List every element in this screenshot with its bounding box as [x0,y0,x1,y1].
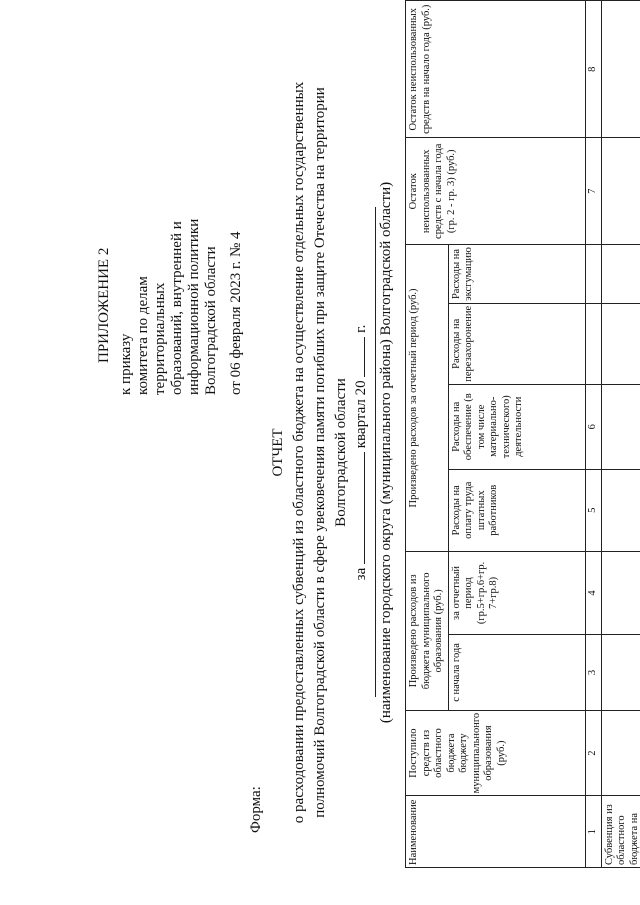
column-number: 8 [585,1,601,138]
header-since-year-start: с начала года [448,635,585,711]
header-support: Расходы на обеспечение (в том числе материально-технического) деятельности [448,384,585,469]
table-cell [601,303,640,384]
table-cell [601,245,640,304]
report-period-line [352,0,370,905]
report-title-line-1: о расходовании предоставленных субвенций из областного бюджета на осуществление отдельных государственных [291,81,307,824]
column-number: 5 [585,469,601,551]
header-wages: Расходы на оплату труда штатных работников [448,469,585,551]
region-underline [375,207,376,697]
table-cell [601,635,640,711]
order-line: информационной политики [186,218,202,395]
report-title-line-3: Волгоградской области [333,378,349,527]
header-reporting-group: Произведено расходов за отчетный период (руб.) [406,245,449,552]
table-header-row [406,1,449,868]
report-table [405,0,640,868]
order-line: к приказу [118,333,134,395]
header-for-period: за отчетный период (гр.5+гр.6+гр. 7+гр.8) [448,551,585,634]
report-title-line-2: полномочий Волгоградской области в сфере увековечения памяти погибших при защите Отечества на территории [312,87,328,818]
column-number: 1 [585,796,601,868]
report-heading: ОТЧЕТ [270,428,286,477]
table-cell [601,138,640,245]
region-caption: (наименование городского округа (муниципального района) Волгоградской области) [378,181,394,724]
table-cell [601,710,640,796]
table-cell [601,384,640,469]
order-reference-block [118,155,220,395]
row-name: Субвенция из областного бюджета на [601,796,640,868]
header-exhumation: Расходы на эксгумацию [448,245,585,304]
column-number: 6 [585,384,601,469]
header-reburial: Расходы на перезахоронение [448,303,585,384]
column-number: 4 [585,551,601,634]
table-cell [601,1,640,138]
appendix-title: ПРИЛОЖЕНИЕ 2 [96,247,112,363]
table-row [601,1,640,868]
year-blank [352,337,365,377]
quarter-blank [352,452,365,564]
column-number: 3 [585,635,601,711]
order-line: комитета по делам [135,276,151,395]
header-received: Поступило средств из областного бюджета бюджету муниципальнонго образования (руб.) [406,710,586,796]
form-label: Форма: [248,786,264,833]
order-date: от 06 февраля 2023 г. № 4 [228,231,244,395]
column-number [585,303,601,384]
order-line: образований, внутренней и [169,221,185,395]
header-remainder: Остаток неиспользованных средств с начала года (гр. 2 - гр. 3) (руб.) [406,138,586,245]
table-cell [601,551,640,634]
period-quarter-label: квартал 20 [353,380,369,449]
column-number-row [585,1,601,868]
header-name: Наименование [406,796,586,868]
period-suffix: г. [353,324,369,333]
header-unused-start: Остаток неиспользованных средств на начало года (руб.) [406,1,586,138]
order-line: Волгоградской области [203,246,219,395]
header-spent-group: Произведено расходов из бюджета муниципального образования (руб.) [406,551,449,710]
order-line: территориальных [152,282,168,395]
column-number: 7 [585,138,601,245]
table-cell [601,469,640,551]
column-number: 2 [585,710,601,796]
column-number [585,245,601,304]
period-prefix: за [353,567,369,581]
